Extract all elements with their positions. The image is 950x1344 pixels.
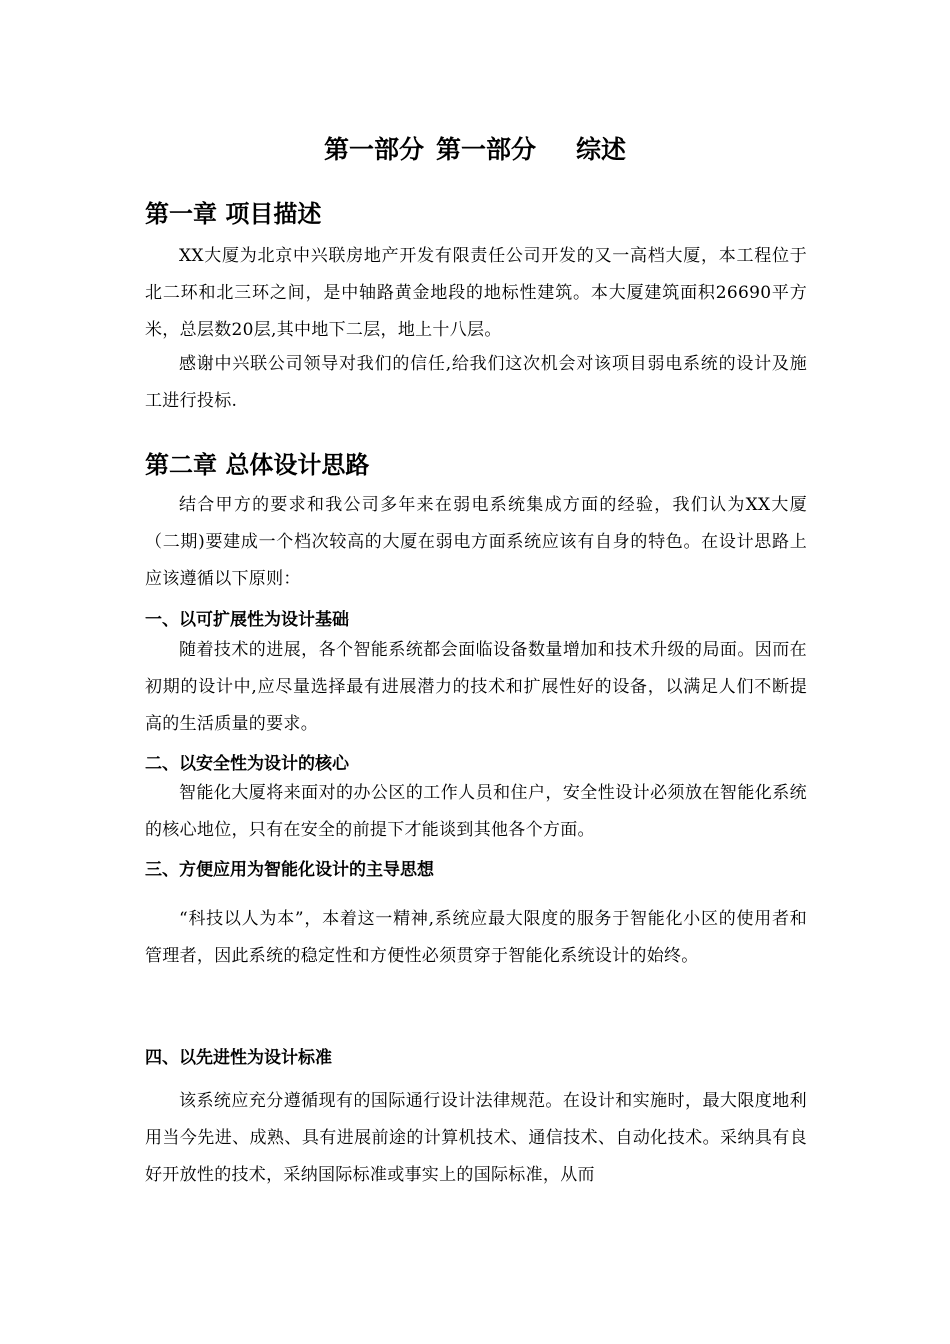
section-4-text: 该系统应充分遵循现有的国际通行设计法律规范。在设计和实施时，最大限度地利用当今先进、成熟、具有进展前途的计算机技术、通信技术、自动化技术。采纳具有良好开放性的技术，采纳国际标准或事实上的国际标准，从而 <box>145 1091 807 1185</box>
section-3-text: “科技以人为本”，本着这一精神,系统应最大限度的服务于智能化小区的使用者和管理者，因此系统的稳定性和方便性必须贯穿于智能化系统设计的始终。 <box>145 909 807 966</box>
section-1-heading: 一、以可扩展性为设计基础 <box>145 610 349 630</box>
section-4-heading: 四、以先进性为设计标准 <box>145 1048 332 1068</box>
chapter-1-heading: 第一章 项目描述 <box>145 200 322 228</box>
chapter-1-paragraph-1: XX大厦为北京中兴联房地产开发有限责任公司开发的又一高档大厦，本工程位于北二环和北三环之间，是中轴路黄金地段的地标性建筑。本大厦建筑面积26690平方米，总层数20层,其中地下二层，地上十八层。 <box>145 246 807 340</box>
part-title-segment: 第一部分 <box>323 135 424 164</box>
section-2-heading: 二、以安全性为设计的核心 <box>145 754 349 774</box>
section-3-heading: 三、方便应用为智能化设计的主导思想 <box>145 860 434 880</box>
part-title-segment: 第一部分 <box>435 135 536 164</box>
section-1-text: 随着技术的进展，各个智能系统都会面临设备数量增加和技术升级的局面。因而在初期的设计中,应尽量选择最有进展潜力的技术和扩展性好的设备，以满足人们不断提高的生活质量的要求。 <box>145 640 807 734</box>
section-2-text: 智能化大厦将来面对的办公区的工作人员和住户，安全性设计必须放在智能化系统的核心地位，只有在安全的前提下才能谈到其他各个方面。 <box>145 783 807 840</box>
part-title-segment: 综述 <box>576 135 627 164</box>
chapter-1-paragraph-2: 感谢中兴联公司领导对我们的信任,给我们这次机会对该项目弱电系统的设计及施工进行投标. <box>145 354 807 411</box>
chapter-2-heading: 第二章 总体设计思路 <box>145 451 370 479</box>
chapter-2-intro: 结合甲方的要求和我公司多年来在弱电系统集成方面的经验，我们认为XX大厦（二期)要建成一个档次较高的大厦在弱电方面系统应该有自身的特色。在设计思路上应该遵循以下原则： <box>145 495 807 589</box>
part-title <box>0 130 950 166</box>
